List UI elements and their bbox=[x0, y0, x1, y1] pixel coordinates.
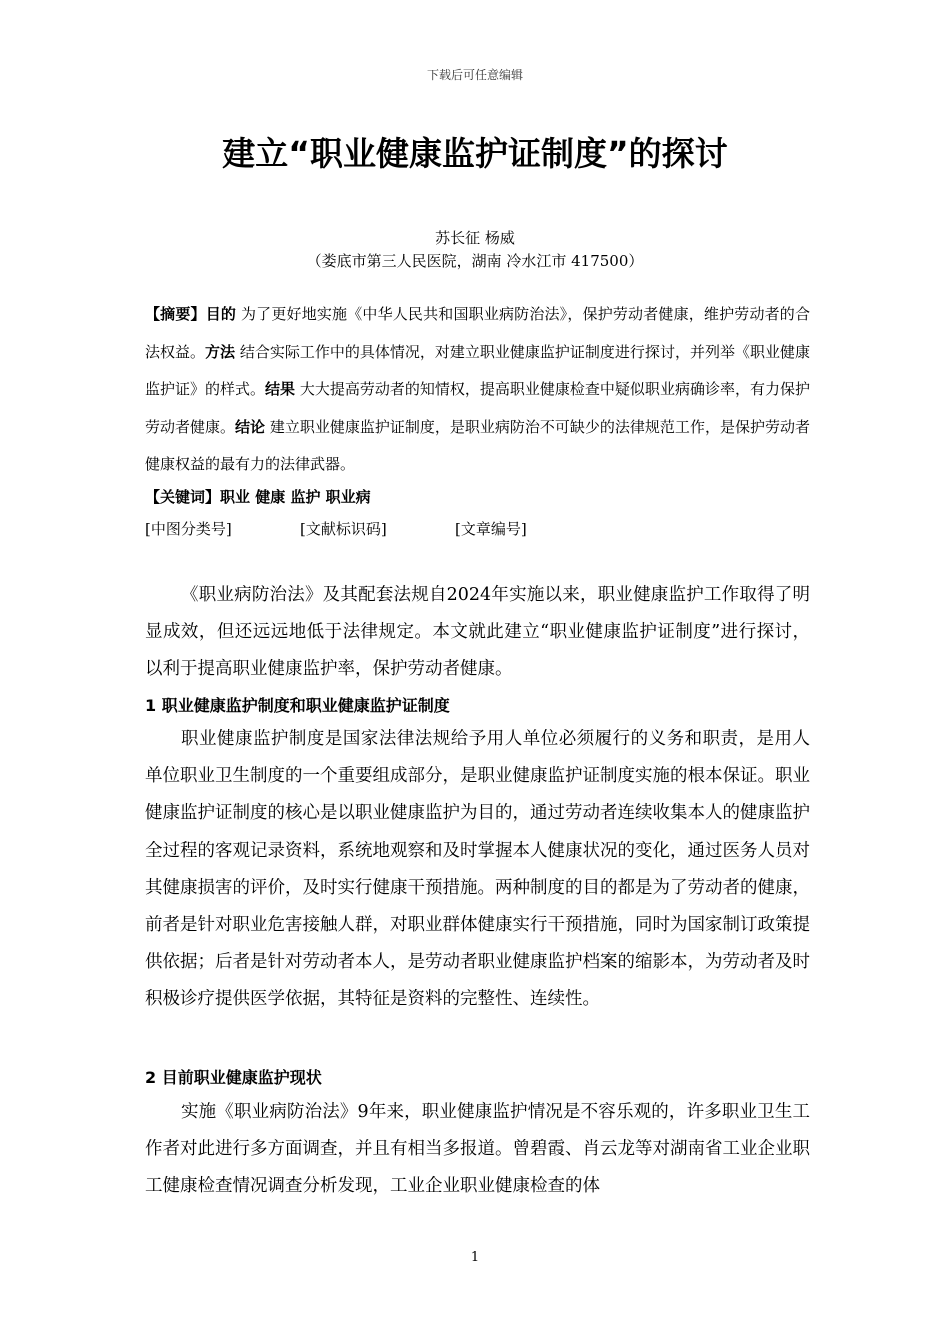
page-number: 1 bbox=[470, 1250, 480, 1265]
abstract-purpose: 为了更好地实施《中华人民共和国职业病防治法》，保护劳动者健康，维护劳动者的合法权益。 bbox=[145, 305, 810, 361]
header-note: 下载后可任意编辑 bbox=[426, 68, 523, 82]
section-1-paragraph: 职业健康监护制度是国家法律法规给予用人单位必须履行的义务和职责，是用人单位职业卫生制度的一个重要组成部分，是职业健康监护证制度实施的根本保证。职业健康监护证制度的核心是以职业健康监护为目的，通过劳动者连续收集本人的健康监护全过程的客观记录资料，系统地观察和及时掌握本人健康状况的变化，通过医务人员对其健康损害的评价，及时实行健康干预措施。两种制度的目的都是为了劳动者的健康，前者是针对职业危害接触人群，对职业群体健康实行干预措施，同时为国家制订政策提供依据；后者是针对劳动者本人，是劳动者职业健康监护档案的缩影本，为劳动者及时积极诊疗提供医学依据，其特征是资料的完整性、连续性。 bbox=[145, 729, 810, 1010]
abstract bbox=[145, 296, 810, 484]
doc-code-label: [文献标识码] bbox=[300, 520, 387, 538]
keywords: 【关键词】职业 健康 监护 职业病 bbox=[145, 488, 371, 506]
abstract-result: 大大提高劳动者的知情权，提高职业健康检查中疑似职业病确诊率，有力保护劳动者健康。 bbox=[145, 380, 810, 436]
section-1-heading: 1 职业健康监护制度和职业健康监护证制度 bbox=[145, 696, 450, 715]
classification-line bbox=[145, 518, 810, 539]
conclusion-label: 结论 bbox=[235, 417, 266, 436]
section-2-paragraph: 实施《职业病防治法》9年来，职业健康监护情况是不容乐观的，许多职业卫生工作者对此进行多方面调查，并且有相当多报道。曾碧霞、肖云龙等对湖南省工业企业职工健康检查情况调查分析发现，工业企业职业健康检查的体 bbox=[145, 1102, 810, 1197]
abstract-conclusion: 建立职业健康监护证制度，是职业病防治不可缺少的法律规范工作，是保护劳动者健康权益的最有力的法律武器。 bbox=[145, 417, 810, 473]
page-title: 建立“职业健康监护证制度”的探讨 bbox=[222, 134, 728, 173]
abstract-label: 【摘要】目的 bbox=[145, 305, 237, 323]
section-2-heading: 2 目前职业健康监护现状 bbox=[145, 1068, 322, 1087]
method-label: 方法 bbox=[205, 342, 236, 361]
article-no-label: [文章编号] bbox=[455, 520, 527, 538]
affiliation: （娄底市第三人民医院，湖南 冷水江市 417500） bbox=[306, 252, 644, 270]
intro-paragraph: 《职业病防治法》及其配套法规自2024年实施以来，职业健康监护工作取得了明显成效，但还远远地低于法律规定。本文就此建立“职业健康监护证制度”进行探讨，以利于提高职业健康监护率，保护劳动者健康。 bbox=[145, 585, 810, 680]
authors: 苏长征 杨威 bbox=[435, 229, 515, 247]
abstract-method: 结合实际工作中的具体情况，对建立职业健康监护证制度进行探讨，并列举《职业健康监护证》的样式。 bbox=[145, 342, 810, 398]
clc-label: [中图分类号] bbox=[145, 520, 232, 538]
result-label: 结果 bbox=[265, 380, 296, 398]
